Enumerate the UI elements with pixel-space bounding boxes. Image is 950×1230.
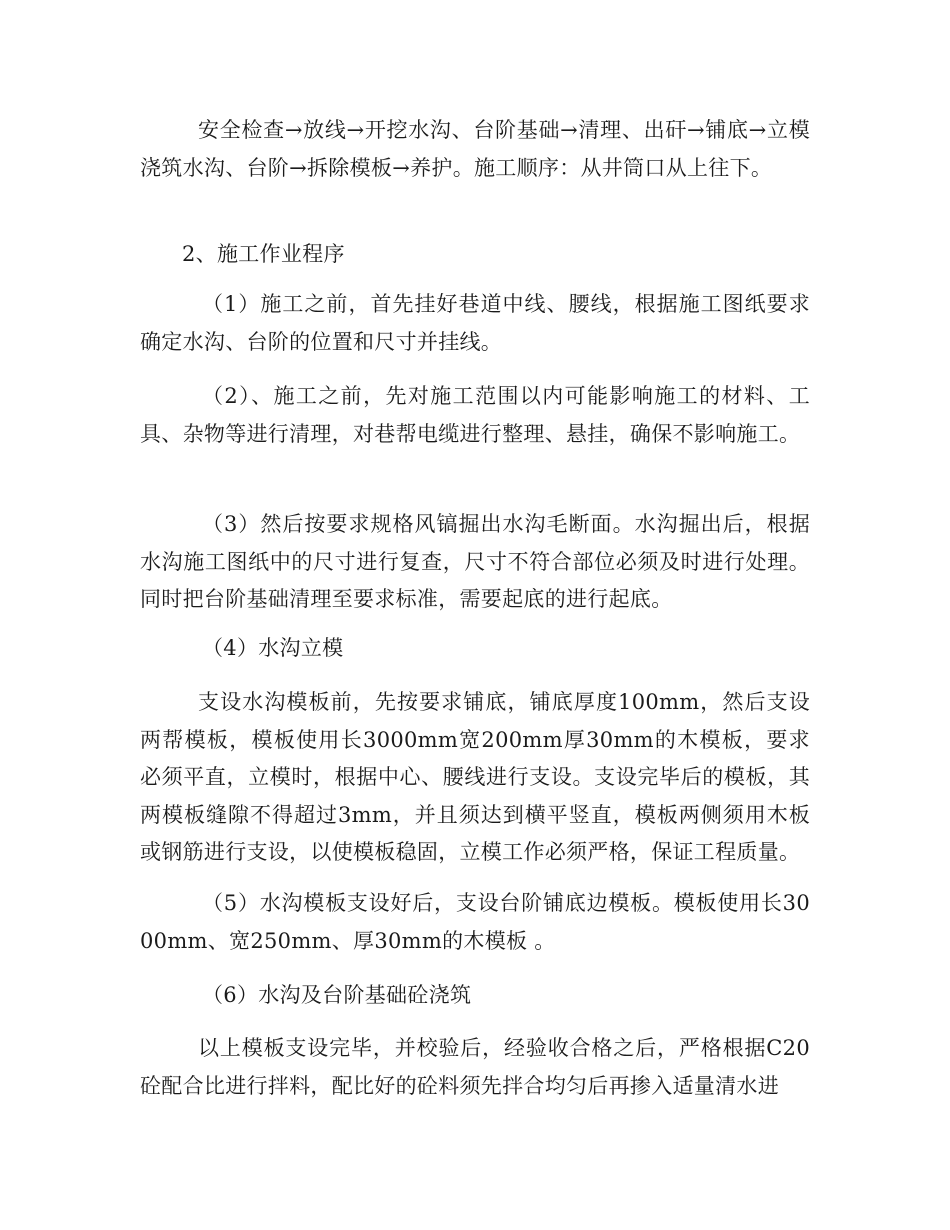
- section-heading-work-procedure: 2、施工作业程序: [182, 242, 345, 266]
- subheading-step-6: （6）水沟及台阶基础砼浇筑: [202, 983, 472, 1007]
- paragraph-step-5: （5）水沟模板支设好后，支设台阶铺底边模板。模板使用长3000mm、宽250mm、厚30mm的木模板 。: [140, 891, 810, 953]
- paragraph-concrete-pouring: 以上模板支设完毕，并校验后，经验收合格之后，严格根据C20砼配合比进行拌料，配比好的砼料须先拌合均匀后再掺入适量清水进: [140, 1036, 810, 1098]
- paragraph-step-1: （1）施工之前，首先挂好巷道中线、腰线，根据施工图纸要求确定水沟、台阶的位置和尺寸并挂线。: [140, 292, 810, 354]
- paragraph-construction-sequence: 安全检查→放线→开挖水沟、台阶基础→清理、出矸→铺底→立模浇筑水沟、台阶→拆除模板→养护。施工顺序：从井筒口从上往下。: [140, 118, 810, 180]
- paragraph-step-2: （2）、施工之前，先对施工范围以内可能影响施工的材料、工具、杂物等进行清理，对巷帮电缆进行整理、悬挂，确保不影响施工。: [140, 384, 810, 446]
- paragraph-step-3: （3）然后按要求规格风镐掘出水沟毛断面。水沟掘出后，根据水沟施工图纸中的尺寸进行复查，尺寸不符合部位必须及时进行处理。同时把台阶基础清理至要求标准，需要起底的进行起底。: [140, 512, 810, 611]
- paragraph-trench-formwork: 支设水沟模板前，先按要求铺底，铺底厚度100mm，然后支设两帮模板，模板使用长3000mm宽200mm厚30mm的木模板，要求必须平直，立模时，根据中心、腰线进行支设。支设完毕后的模板，其两模板缝隙不得超过3mm，并且须达到横平竖直，模板两侧须用木板或钢筋进行支设，以使模板稳固，立模工作必须严格，保证工程质量。: [140, 690, 810, 864]
- subheading-step-4: （4）水沟立模: [202, 636, 344, 660]
